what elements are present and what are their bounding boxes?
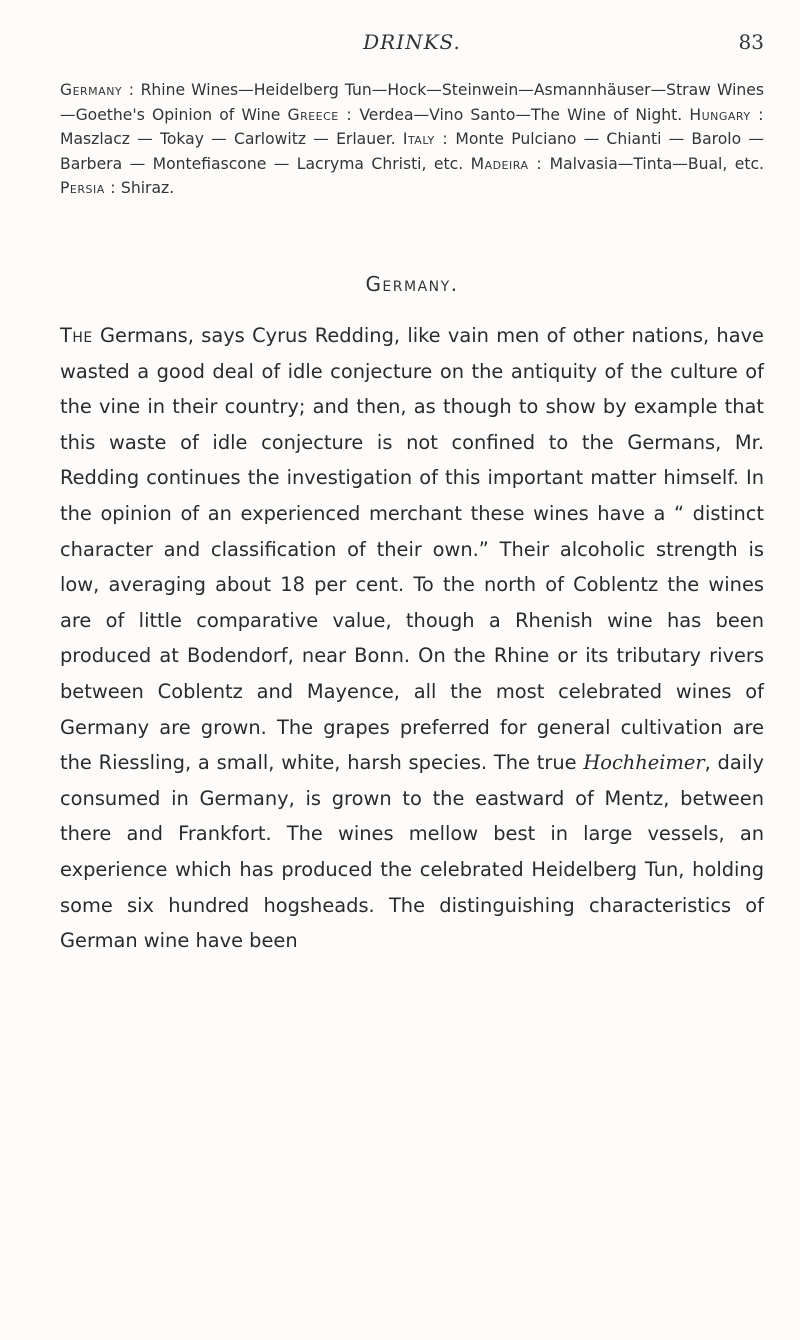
body-paragraph [60,318,764,959]
synopsis-label-hungary: Hungary : [689,105,764,124]
synopsis-text-greece: Verdea—Vino Santo—The Wine of Night. [352,105,690,124]
synopsis-label-italy: Italy : [402,130,449,149]
page-number: 83 [738,30,764,54]
synopsis-text-germany: Rhine Wines—Heidelberg Tun—Hock—Steinwein—Asmannhäuser—Straw Wines—Goethe's Opinion of Wine [60,81,764,124]
synopsis-label-germany: Germany : [60,81,135,99]
synopsis-text-italy: Monte Pulciano — Chianti — Barolo — Barbera — Montefiascone — Lacryma Christi, etc. [60,130,764,173]
synopsis-label-persia: Persia : [60,179,116,198]
running-title: DRINKS. [363,30,461,54]
paragraph-lead-word: The [60,324,93,347]
chapter-synopsis [60,78,764,201]
synopsis-text-madeira: Malvasia—Tinta—Bual, etc. [542,154,765,173]
running-head [60,30,764,60]
synopsis-label-madeira: Madeira : [470,154,543,173]
synopsis-text-persia: Shiraz. [115,179,175,198]
synopsis-text-hungary: Maszlacz — Tokay — Carlowitz — Erlauer. [60,130,403,149]
section-heading: Germany. [365,272,459,296]
paragraph-text-part-2: , daily consumed in Germany, is grown to the eastward of Mentz, between there and Frankfort. The wines mellow best in large vessels, an experience which has produced the celebrated Heidelberg Tun, holding some six hundred hogsheads. The distinguishing characteristics of German wine have been [60,751,764,953]
paragraph-text-part-1: Germans, says Cyrus Redding, like vain men of other nations, have wasted a good deal of idle conjecture on the antiquity of the culture of the vine in their country; and then, as though to show by example that this waste of idle conjecture is not confined to the Germans, Mr. Redding continues the investigation of this important matter himself. In the opinion of an experienced merchant these wines have a “ distinct character and classification of their own.” Their alcoholic strength is low, averaging about 18 per cent. To the north of Coblentz the wines are of little comparative value, though a Rhenish wine has been produced at Bodendorf, near Bonn. On the Rhine or its tributary rivers between Coblentz and Mayence, all the most celebrated wines of Germany are grown. The grapes preferred for general cultivation are the Riessling, a small, white, harsh species. The true [60,324,764,775]
italic-term: Hochheimer [583,751,705,775]
synopsis-label-greece: Greece : [287,105,353,124]
